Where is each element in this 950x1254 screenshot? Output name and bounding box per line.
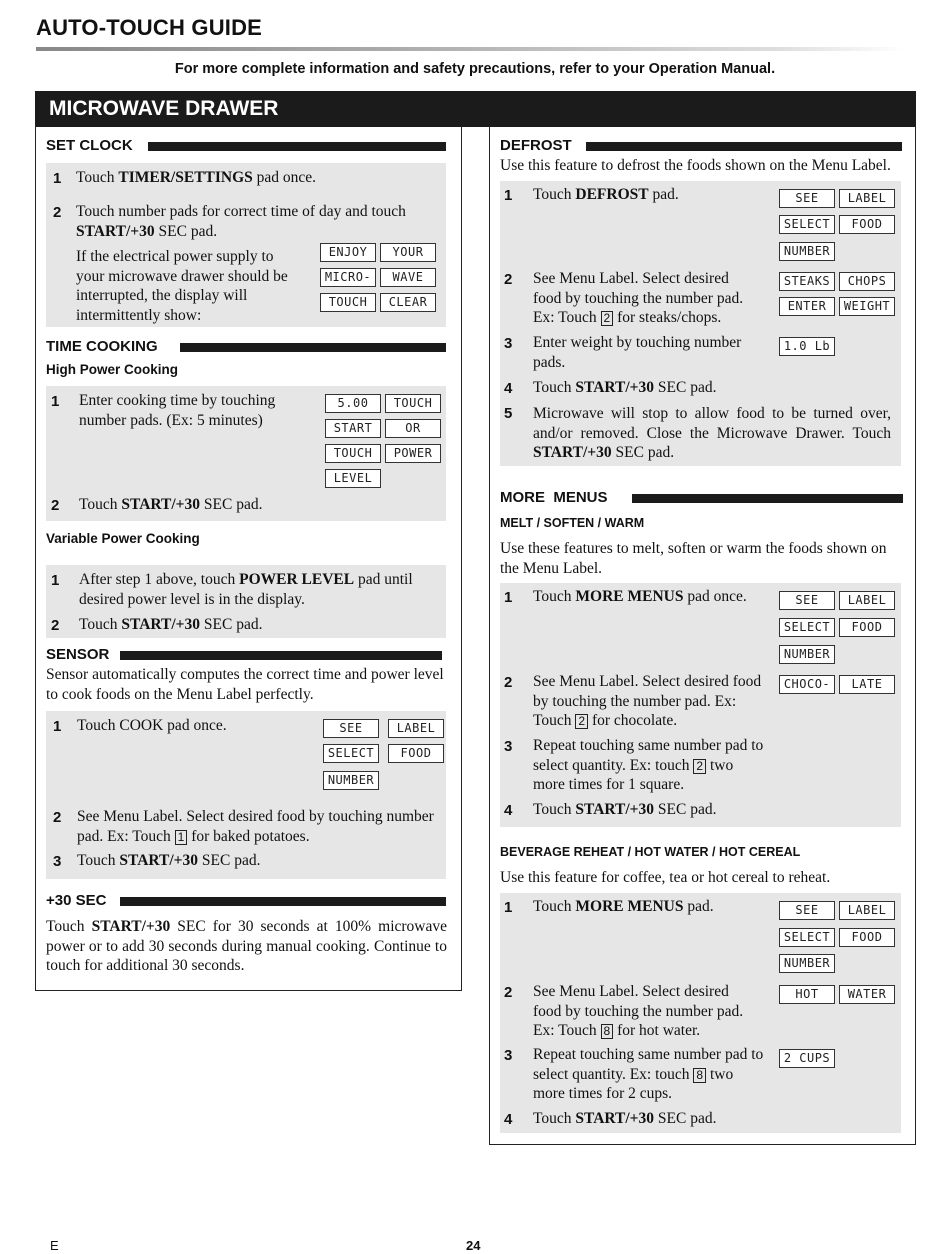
number-key: 2 — [575, 714, 588, 729]
melt-intro: Use these features to melt, soften or warm the foods shown on the Menu Label. — [500, 540, 887, 577]
set-clock-note: If the electrical power supply to your microwave drawer should be interrupted, the display will intermittently show: — [76, 248, 288, 324]
lcd-display: LABEL — [388, 719, 444, 738]
step-number: 1 — [53, 170, 62, 187]
set-clock-step2: Touch number pads for correct time of day and touch START/+30 SEC pad. — [76, 203, 406, 240]
sensor-intro: Sensor automatically computes the correct time and power level to cook foods on the Menu Label perfectly. — [46, 666, 444, 703]
lcd-display: NUMBER — [779, 645, 835, 664]
plus30-text: Touch START/+30 SEC for 30 seconds at 100% microwave power or to add 30 seconds during manual cooking. Continue to touch for additional 30 seconds. — [46, 918, 448, 974]
lcd-display: TOUCH — [325, 444, 381, 463]
lcd-display: SEE — [779, 901, 835, 920]
plus30-heading: +30 SEC — [46, 893, 112, 909]
lcd-display: FOOD — [388, 744, 444, 763]
lcd-display: 5.00 — [325, 394, 381, 413]
lcd-display: FOOD — [839, 928, 895, 947]
defrost-intro: Use this feature to defrost the foods shown on the Menu Label. — [500, 157, 891, 174]
defrost-heading: DEFROST — [500, 138, 578, 154]
lcd-display: LATE — [839, 675, 895, 694]
lcd-display: LABEL — [839, 591, 895, 610]
lcd-display: 1.0 Lb — [779, 337, 835, 356]
sensor-heading: SENSOR — [46, 647, 115, 663]
step-number: 1 — [51, 393, 60, 410]
step-number: 3 — [504, 738, 513, 755]
lcd-display: NUMBER — [779, 954, 835, 973]
set-clock-bar — [148, 142, 446, 151]
number-key: 8 — [693, 1068, 706, 1083]
header-rule — [36, 47, 906, 51]
lcd-display: NUMBER — [323, 771, 379, 790]
step-number: 3 — [53, 853, 62, 870]
lcd-display: START — [325, 419, 381, 438]
beverage-intro: Use this feature for coffee, tea or hot cereal to reheat. — [500, 869, 831, 886]
more-menus-bar — [632, 494, 903, 503]
sensor-step1: Touch COOK pad once. — [77, 717, 227, 734]
step-number: 2 — [51, 617, 60, 634]
plus30-bar — [120, 897, 446, 906]
lcd-display: SEE — [779, 591, 835, 610]
beverage-step1: Touch MORE MENUS pad. — [533, 898, 714, 915]
step-number: 3 — [504, 1047, 513, 1064]
step-number: 2 — [53, 809, 62, 826]
lcd-display: LABEL — [839, 189, 895, 208]
lcd-display: SEE — [779, 189, 835, 208]
number-key: 2 — [601, 311, 614, 326]
lcd-display: FOOD — [839, 215, 895, 234]
sensor-step2: See Menu Label. Select desired food by touching number pad. Ex: Touch 1 for baked potatoes. — [77, 808, 434, 845]
lcd-display: SELECT — [779, 215, 835, 234]
lcd-display: HOT — [779, 985, 835, 1004]
time-cooking-bar — [180, 343, 446, 352]
time-cooking-heading: TIME COOKING — [46, 339, 164, 355]
set-clock-step1: Touch TIMER/SETTINGS pad once. — [76, 169, 317, 186]
section-banner: MICROWAVE DRAWER — [35, 91, 916, 127]
lcd-display: SELECT — [323, 744, 379, 763]
lcd-display: TOUCH — [385, 394, 441, 413]
lcd-display: ENTER — [779, 297, 835, 316]
number-key: 8 — [601, 1024, 614, 1039]
high-power-step2: Touch START/+30 SEC pad. — [79, 496, 263, 513]
page-title: AUTO-TOUCH GUIDE — [36, 15, 263, 40]
beverage-step3: Repeat touching same number pad to select quantity. Ex: touch 8 two more times for 2 cups. — [533, 1046, 764, 1102]
step-number: 4 — [504, 802, 513, 819]
header-subtitle: For more complete information and safety precautions, refer to your Operation Manual. — [174, 61, 776, 77]
sensor-step3: Touch START/+30 SEC pad. — [77, 852, 261, 869]
step-number: 1 — [504, 589, 513, 606]
lcd-display: WAVE — [380, 268, 436, 287]
lcd-display: MICRO- — [320, 268, 376, 287]
step-number: 1 — [504, 899, 513, 916]
high-power-step1: Enter cooking time by touching number pads. (Ex: 5 minutes) — [79, 392, 276, 429]
lcd-display: POWER — [385, 444, 441, 463]
variable-power-title: Variable Power Cooking — [46, 531, 200, 546]
more-menus-heading: MORE MENUS — [500, 490, 614, 506]
melt-step4: Touch START/+30 SEC pad. — [533, 801, 717, 818]
melt-step3: Repeat touching same number pad to select quantity. Ex: touch 2 two more times for 1 square. — [533, 737, 764, 793]
lcd-display: 2 CUPS — [779, 1049, 835, 1068]
number-key: 1 — [175, 830, 188, 845]
lcd-display: SEE — [323, 719, 379, 738]
lcd-display: WATER — [839, 985, 895, 1004]
page-number: 24 — [466, 1238, 481, 1253]
lcd-display: YOUR — [380, 243, 436, 262]
beverage-step4: Touch START/+30 SEC pad. — [533, 1110, 717, 1127]
defrost-step1: Touch DEFROST pad. — [533, 186, 679, 203]
step-number: 2 — [504, 674, 513, 691]
step-number: 3 — [504, 335, 513, 352]
lcd-display: NUMBER — [779, 242, 835, 261]
step-number: 1 — [51, 572, 60, 589]
lcd-display: LABEL — [839, 901, 895, 920]
melt-step2: See Menu Label. Select desired food by touching the number pad. Ex: Touch 2 for chocolate. — [533, 673, 762, 729]
lcd-display: CLEAR — [380, 293, 436, 312]
lcd-display: STEAKS — [779, 272, 835, 291]
beverage-step2: See Menu Label. Select desired food by touching the number pad. Ex: Touch 8 for hot water. — [533, 983, 744, 1039]
melt-title: MELT / SOFTEN / WARM — [500, 516, 645, 530]
defrost-step3: Enter weight by touching number pads. — [533, 334, 742, 371]
melt-step1: Touch MORE MENUS pad once. — [533, 588, 747, 605]
defrost-step5: Microwave will stop to allow food to be turned over, and/or removed. Close the Microwave Drawer. Touch START/+30 SEC pad. — [533, 405, 891, 461]
step-number: 2 — [53, 204, 62, 221]
variable-power-step2: Touch START/+30 SEC pad. — [79, 616, 263, 633]
lcd-display: OR — [385, 419, 441, 438]
set-clock-heading: SET CLOCK — [46, 138, 139, 154]
defrost-step2: See Menu Label. Select desired food by touching the number pad. Ex: Touch 2 for steaks/chops. — [533, 270, 744, 326]
lcd-display: CHOCO- — [779, 675, 835, 694]
lcd-display: WEIGHT — [839, 297, 895, 316]
step-number: 4 — [504, 1111, 513, 1128]
step-number: 2 — [504, 984, 513, 1001]
step-number: 2 — [504, 271, 513, 288]
defrost-step4: Touch START/+30 SEC pad. — [533, 379, 717, 396]
lcd-display: LEVEL — [325, 469, 381, 488]
step-number: 4 — [504, 380, 513, 397]
step-number: 5 — [504, 405, 513, 422]
sensor-bar — [120, 651, 442, 660]
lcd-display: SELECT — [779, 618, 835, 637]
high-power-title: High Power Cooking — [46, 362, 179, 377]
beverage-title: BEVERAGE REHEAT / HOT WATER / HOT CEREAL — [500, 845, 801, 859]
lcd-display: SELECT — [779, 928, 835, 947]
footer-language-code: E — [50, 1238, 59, 1253]
step-number: 1 — [53, 718, 62, 735]
variable-power-step1: After step 1 above, touch POWER LEVEL pad until desired power level is in the display. — [79, 571, 413, 608]
lcd-display: FOOD — [839, 618, 895, 637]
step-number: 1 — [504, 187, 513, 204]
lcd-display: TOUCH — [320, 293, 376, 312]
lcd-display: CHOPS — [839, 272, 895, 291]
defrost-bar — [586, 142, 902, 151]
lcd-display: ENJOY — [320, 243, 376, 262]
step-number: 2 — [51, 497, 60, 514]
number-key: 2 — [693, 759, 706, 774]
